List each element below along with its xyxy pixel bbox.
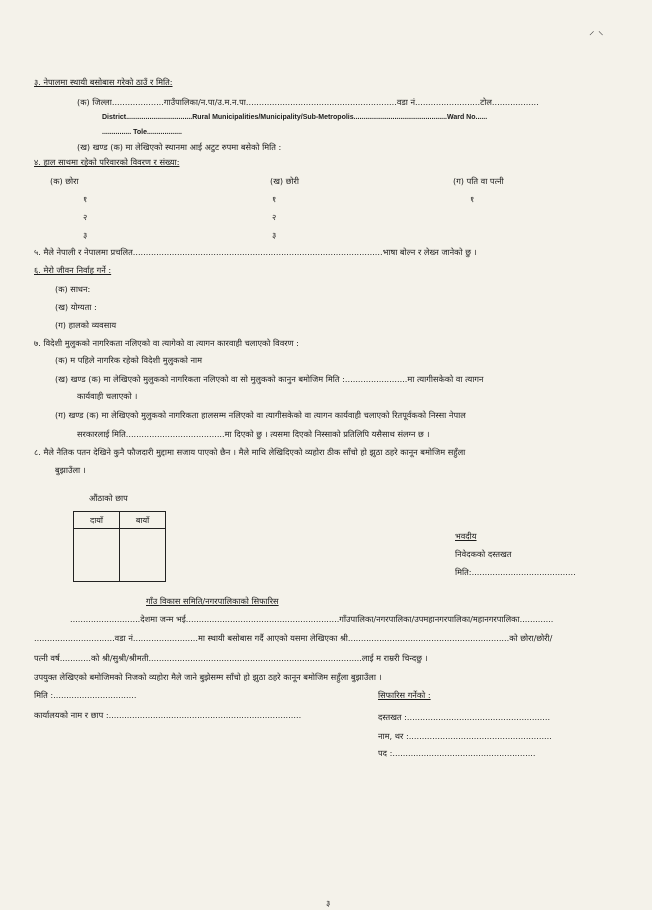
son-num: २ — [83, 212, 88, 222]
recommender-post: पद :....................................................... — [378, 748, 536, 758]
bhavadiya-label: भवदीय — [455, 531, 477, 541]
section-6-item: (ख) योग्यता : — [55, 302, 97, 312]
thumb-right-box — [74, 529, 120, 582]
section-7-ga-line1: (ग) खण्ड (क) मा लेखिएको मुलुकको नागरिकता हालसम्म नलिएको वा त्यागीसकेको वा त्यागन कार्यवाही चलाएको रितपूर्वकको निस्सा नेपाल — [55, 410, 466, 420]
section-3-tole-line: ............... Tole.................. — [102, 129, 182, 136]
section-3-kha: (ख) खण्ड (क) मा लेखिएको स्थानमा आई अटुट रुपमा बसेको मिति : — [77, 142, 282, 152]
section-3-heading: ३. नेपालमा स्थायी बसोबास गरेको ठाउँ र मिति: — [34, 77, 173, 87]
section-7-kha-line1: (ख) खण्ड (क) मा लेखिएको मुलुकको नागरिकता नलिएको वा सो मुलुकको कानुन बमोजिम मिति :........................मा त्यागीसकेको वा त्यागन — [55, 374, 484, 384]
thumb-left-label: बायाँ — [120, 512, 166, 529]
section-7-ga-line2: सरकारलाई मिति......................................मा दिएको छु । त्यसमा दिएको निस्साको प्रतिलिपि यसैसाथ संलग्न छ । — [77, 429, 430, 439]
page-footer-mark: ३ — [326, 898, 331, 908]
family-col-spouse: (ग) पति वा पत्नी — [453, 176, 504, 186]
daughter-num: ३ — [272, 230, 277, 240]
office-name-stamp: कार्यालयको नाम र छाप :.......................................................................... — [34, 710, 302, 720]
section-3-ka: (क) जिल्ला....................गाउँपालिका/न.पा/उ.म.न.पा..........................................................वडा नं.........................टोल.................. — [77, 97, 539, 107]
recommendation-line2: ...............................वडा नं.........................मा स्थायी बसोबास गर्दै आएको यसमा लेखिएका श्री..............................................................को छोरा/छोरी/ — [34, 633, 553, 643]
section-5-line: ५. मैले नेपाली र नेपालमा प्रचलित................................................................................................भाषा बोल्न र लेख्न जानेको छु । — [34, 247, 477, 257]
section-3-district-line: District..................................Rural Municipalities/Municipality/Sub-Metropolis................................................Ward No...... — [102, 114, 488, 121]
son-num: ३ — [83, 230, 88, 240]
section-6-heading: ६. मेरो जीवन निर्वाह गर्ने : — [34, 265, 112, 275]
section-8-line2: बुझाउँला । — [55, 465, 86, 475]
section-8-line1: ८. मैले नैतिक पतन देखिने कुनै फौजदारी मुद्दामा सजाय पाएको छैन । मैले माथि लेखिदिएको व्यहोरा ठीक साँचो हो झुठा ठहरे कानून बमोजिम सहुँला — [34, 447, 466, 457]
thumbprint-box — [73, 511, 166, 582]
recommender-signature: दस्तखत :....................................................... — [378, 712, 551, 722]
daughter-num: १ — [272, 194, 277, 204]
recommendation-date: मिति :................................ — [34, 690, 137, 700]
section-6-item: (क) साधन: — [55, 284, 91, 294]
thumb-left-box — [120, 529, 166, 582]
son-num: १ — [83, 194, 88, 204]
section-7-kha-line2: कार्यवाही चलाएको । — [77, 391, 138, 401]
recommendation-line3: पत्नी वर्ष............को श्री/सुश्री/श्रीमती..................................................................................लाई म राम्ररी चिन्दछु । — [34, 653, 428, 663]
thumb-right-label: दायाँ — [74, 512, 120, 529]
section-7-heading: ७. विदेशी मुलुकको नागरिकता नलिएको वा त्यागेको वा त्यागन कारवाही चलाएको विवरण : — [34, 338, 299, 348]
family-col-son: (क) छोरा — [50, 176, 79, 186]
recommendation-line1: ...........................देशमा जन्म भई...........................................................गाँउपालिका/नगरपालिका/उपमहानगरपालिका/महानगरपालिका............. — [70, 614, 554, 624]
scribble-mark: ⸍ ⸌ — [589, 29, 604, 42]
section-4-heading: ४. हाल साथमा रहेको परिवारको विवरण र संख्या: — [34, 157, 180, 167]
daughter-num: २ — [272, 212, 277, 222]
applicant-signature-label: निवेदकको दस्तखत — [455, 549, 512, 559]
thumbprint-title: औंठाको छाप — [89, 493, 128, 503]
applicant-date: मिति:........................................ — [455, 567, 576, 577]
section-6-item: (ग) हालको व्यवसाय — [55, 320, 117, 330]
recommendation-line4: उपयुक्त लेखिएको बमोजिमको निजको व्यहोरा मैले जाने बुझेसम्म साँचो हो झुठा ठहरे कानून बमोजिम सहुँला बुझाउँला । — [34, 672, 382, 682]
recommender-name: नाम, थर :....................................................... — [378, 731, 552, 741]
recommender-heading: सिफारिस गर्नेको : — [378, 690, 431, 700]
recommendation-heading: गाँउ विकास समिति/नगरपालिकाको सिफारिस — [146, 596, 279, 606]
section-7-ka: (क) म पहिले नागरिक रहेको विदेशी मुलुकको नाम — [55, 355, 203, 365]
family-col-daughter: (ख) छोरी — [270, 176, 300, 186]
spouse-num: १ — [470, 194, 475, 204]
